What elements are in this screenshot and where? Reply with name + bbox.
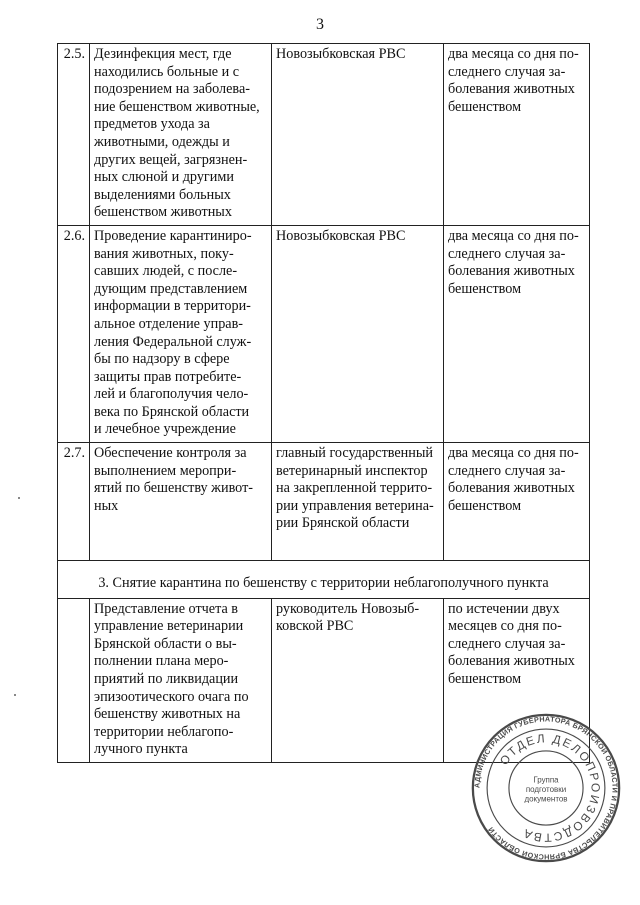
table-row <box>58 225 590 442</box>
stamp-ring-text: АДМИНИСТРАЦИЯ ГУБЕРНАТОРА БРЯНСКОЙ ОБЛАСТИ И ПРАВИТЕЛЬСТВА БРЯНСКОЙ ОБЛАСТИ <box>472 714 620 862</box>
stamp-dept-text: ОТДЕЛ ДЕЛОПРОИЗВОДСТВА <box>496 731 603 845</box>
row-number <box>58 598 90 762</box>
stamp-inner-line: подготовки <box>525 784 567 794</box>
term-text: два месяца со дня по- следнего случая за- болевания животных бешенством <box>448 227 579 297</box>
section-heading-row <box>58 561 590 599</box>
measure-text: Представление отчета в управление ветеринарии Брянской области о вы- полнении плана меро- приятий по ликвидации эпизоотического очага по бешенству животных на территории неблагопо- лучного пункта <box>94 600 249 758</box>
row-number: 2.5. <box>58 44 90 226</box>
term-text: по истечении двух месяцев со дня по- следнего случая за- болевания животных бешенством <box>448 600 575 688</box>
executor-text: главный государственный ветеринарный инспектор на закрепленной террито- рии управления ветерина- рии Брянской области <box>276 445 434 532</box>
stamp-inner-line: Группа <box>533 775 559 785</box>
measure-text: Обеспечение контроля за выполнением меропри- ятий по бешенству живот- ных <box>94 445 254 514</box>
margin-dot <box>14 694 16 696</box>
executor-text: Новозыбковская РВС <box>276 46 406 62</box>
stamp-inner-line: документов <box>524 794 568 804</box>
row-number: 2.7. <box>58 443 90 561</box>
department-stamp <box>470 712 622 864</box>
plan-table <box>57 43 590 763</box>
page-number: 3 <box>316 16 324 33</box>
row-number: 2.6. <box>58 225 90 442</box>
executor-text: руководитель Новозыб- ковской РВС <box>276 600 420 635</box>
executor-text: Новозыбковская РВС <box>276 227 406 244</box>
term-text: два месяца со дня по- следнего случая за- болевания животных бешенством <box>448 46 579 115</box>
table-row <box>58 443 590 561</box>
section-heading: 3. Снятие карантина по бешенству с территории неблагополучного пункта <box>58 561 590 599</box>
term-text: два месяца со дня по- следнего случая за- болевания животных бешенством <box>448 445 579 514</box>
measure-text: Проведение карантиниро- вания животных, поку- савших людей, с после- дующим представлением информации в территори- альное отделение управ- ления Федеральной служ- бы по надзору в сфере защиты прав потребите- лей и благополучия чело- века по Брянской области и лечебное учреждение <box>94 227 252 438</box>
table-row <box>58 44 590 226</box>
margin-dot <box>18 497 20 499</box>
measure-text: Дезинфекция мест, где находились больные и с подозрением на заболева- ние бешенством животные, предметов ухода за животными, одежды и других вещей, загрязнен- ных слюной и другими выделениями больных бешенством животных <box>94 46 260 221</box>
